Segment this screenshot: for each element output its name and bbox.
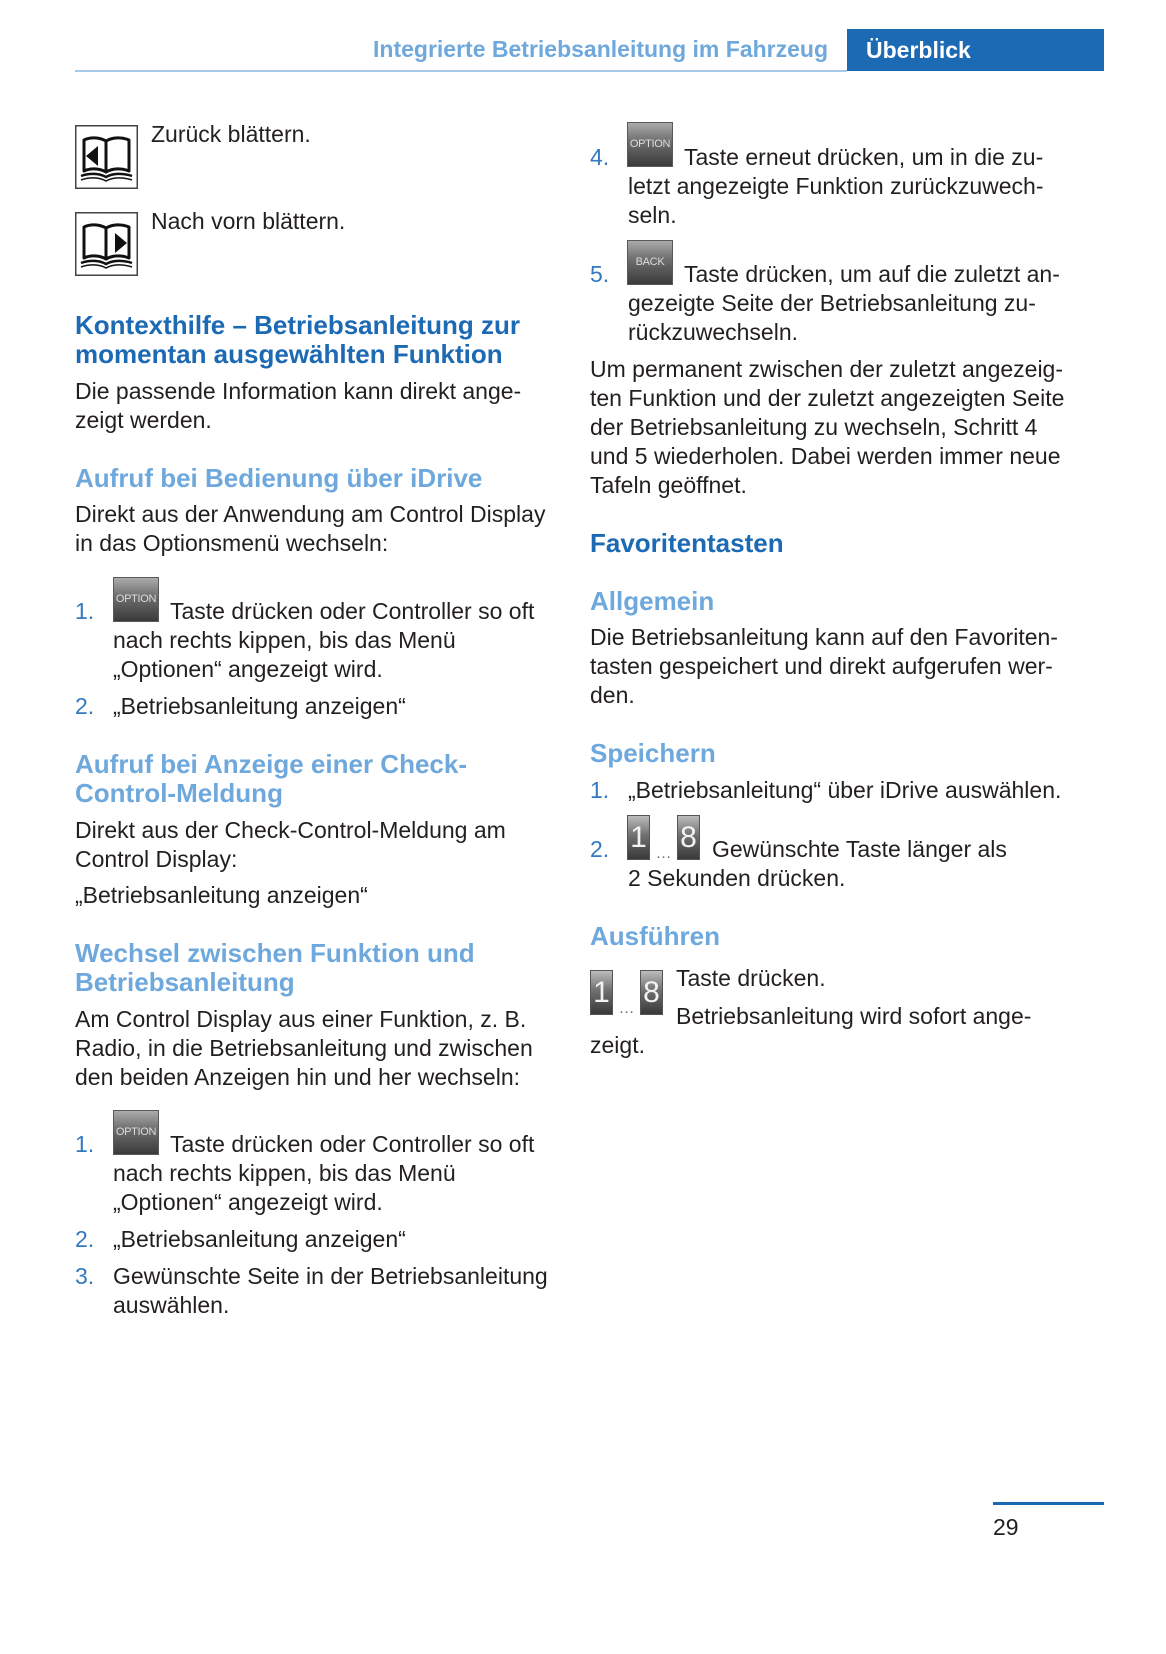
execute-text-line: Taste drücken. <box>676 965 826 991</box>
favorites-heading: Favoritentasten <box>590 528 784 558</box>
favorite-keys-icon <box>627 815 700 860</box>
switch-note <box>590 355 1064 500</box>
page-number: 29 <box>993 1514 1019 1540</box>
text-line: Die Betriebsanleitung kann auf den Favoriten- <box>590 624 1058 650</box>
text-line: Direkt aus der Check-Control-Meldung am <box>75 817 506 843</box>
page-forward-text: Nach vorn blättern. <box>151 208 346 234</box>
idrive-intro <box>75 500 545 558</box>
button-label: OPTION <box>115 593 157 605</box>
context-help-heading <box>75 311 520 369</box>
step-text-line: „Betriebsanleitung“ über iDrive auswählen. <box>628 777 1062 803</box>
save-heading: Speichern <box>590 738 716 768</box>
step-text-line: letzt angezeigte Funktion zurückzuwech- <box>628 173 1044 199</box>
book-page-back-icon <box>75 125 138 189</box>
favorite-keys-icon <box>590 970 663 1015</box>
check-control-heading <box>75 750 467 808</box>
step-text-line: seln. <box>628 202 677 228</box>
text-line: tasten gespeichert und direkt aufgerufen wer- <box>590 653 1053 679</box>
step-text-line: 2 Sekunden drücken. <box>628 865 846 891</box>
option-button-icon <box>113 577 159 622</box>
context-help-intro <box>75 377 521 435</box>
favorite-key-1-icon: 1 <box>590 970 613 1015</box>
step-text-line: Taste drücken oder Controller so oft <box>170 1131 535 1157</box>
switch-intro <box>75 1005 533 1092</box>
chapter-tab: Überblick <box>847 29 1104 71</box>
heading-line: momentan ausgewählten Funktion <box>75 339 503 369</box>
heading-line: Betriebsanleitung <box>75 967 295 997</box>
step-number: 2. <box>590 836 610 862</box>
book-page-forward-icon <box>75 212 138 276</box>
step-text-line: auswählen. <box>113 1292 230 1318</box>
favorite-key-8-icon: 8 <box>677 815 700 860</box>
text-line: zeigt werden. <box>75 407 212 433</box>
text-line: und 5 wiederholen. Dabei werden immer neue <box>590 443 1061 469</box>
step-text-line: „Optionen“ angezeigt wird. <box>113 656 383 682</box>
back-button-icon <box>627 240 673 285</box>
execute-text-line: Betriebsanleitung wird sofort ange- <box>676 1003 1032 1029</box>
text-line: in das Optionsmenü wechseln: <box>75 530 389 556</box>
left-column <box>75 0 565 1400</box>
step-text-line: gezeigte Seite der Betriebsanleitung zu- <box>628 290 1036 316</box>
general-text <box>590 623 1058 710</box>
check-control-action: „Betriebsanleitung anzeigen“ <box>75 882 368 908</box>
step-text-line: Taste drücken, um auf die zuletzt an- <box>684 261 1060 287</box>
page-back-text: Zurück blättern. <box>151 121 311 147</box>
step-number: 1. <box>75 1131 95 1157</box>
text-line: den. <box>590 682 635 708</box>
step-number: 1. <box>75 598 95 624</box>
text-line: Tafeln geöffnet. <box>590 472 747 498</box>
step-text-line: „Betriebsanleitung anzeigen“ <box>113 693 406 719</box>
execute-text-line: zeigt. <box>590 1032 645 1058</box>
button-label: BACK <box>635 256 665 268</box>
ellipsis-icon: … <box>618 1000 635 1017</box>
step-text-line: Gewünschte Taste länger als <box>712 836 1007 862</box>
button-label: OPTION <box>115 1126 157 1138</box>
text-line: Am Control Display aus einer Funktion, z. B. <box>75 1006 527 1032</box>
heading-line: Aufruf bei Anzeige einer Check- <box>75 749 467 779</box>
heading-line: Kontexthilfe – Betriebsanleitung zur <box>75 310 520 340</box>
button-label: OPTION <box>629 138 671 150</box>
step-number: 3. <box>75 1263 95 1289</box>
step-text-line: Taste drücken oder Controller so oft <box>170 598 535 624</box>
ellipsis-icon: … <box>655 845 672 862</box>
step-number: 2. <box>75 693 95 719</box>
favorite-key-1-icon: 1 <box>627 815 650 860</box>
text-line: Radio, in die Betriebsanleitung und zwischen <box>75 1035 533 1061</box>
switch-heading <box>75 939 475 997</box>
text-line: ten Funktion und der zuletzt angezeigten Seite <box>590 385 1065 411</box>
right-column <box>590 0 1110 1400</box>
heading-line: Wechsel zwischen Funktion und <box>75 938 475 968</box>
step-text-line: „Betriebsanleitung anzeigen“ <box>113 1226 406 1252</box>
step-number: 5. <box>590 261 610 287</box>
step-text-line: Gewünschte Seite in der Betriebsanleitung <box>113 1263 548 1289</box>
step-text-line: nach rechts kippen, bis das Menü <box>113 1160 456 1186</box>
option-button-icon <box>627 122 673 167</box>
text-line: Direkt aus der Anwendung am Control Display <box>75 501 546 527</box>
step-text-line: rückzuwechseln. <box>628 319 799 345</box>
step-number: 2. <box>75 1226 95 1252</box>
step-text-line: „Optionen“ angezeigt wird. <box>113 1189 383 1215</box>
step-number: 4. <box>590 144 610 170</box>
favorite-key-8-icon: 8 <box>640 970 663 1015</box>
text-line: Um permanent zwischen der zuletzt angezeig- <box>590 356 1064 382</box>
step-number: 1. <box>590 777 610 803</box>
execute-heading: Ausführen <box>590 921 720 951</box>
text-line: der Betriebsanleitung zu wechseln, Schritt 4 <box>590 414 1038 440</box>
text-line: den beiden Anzeigen hin und her wechseln: <box>75 1064 521 1090</box>
running-header-title: Integrierte Betriebsanleitung im Fahrzeug <box>373 36 828 62</box>
general-heading: Allgemein <box>590 586 715 616</box>
heading-line: Control-Meldung <box>75 778 283 808</box>
footer-rule <box>993 1502 1104 1505</box>
option-button-icon <box>113 1110 159 1155</box>
text-line: Die passende Information kann direkt ange- <box>75 378 522 404</box>
text-line: Control Display: <box>75 846 238 872</box>
step-text-line: nach rechts kippen, bis das Menü <box>113 627 456 653</box>
idrive-heading: Aufruf bei Bedienung über iDrive <box>75 463 483 493</box>
step-text-line: Taste erneut drücken, um in die zu- <box>684 144 1044 170</box>
check-control-intro <box>75 816 506 874</box>
